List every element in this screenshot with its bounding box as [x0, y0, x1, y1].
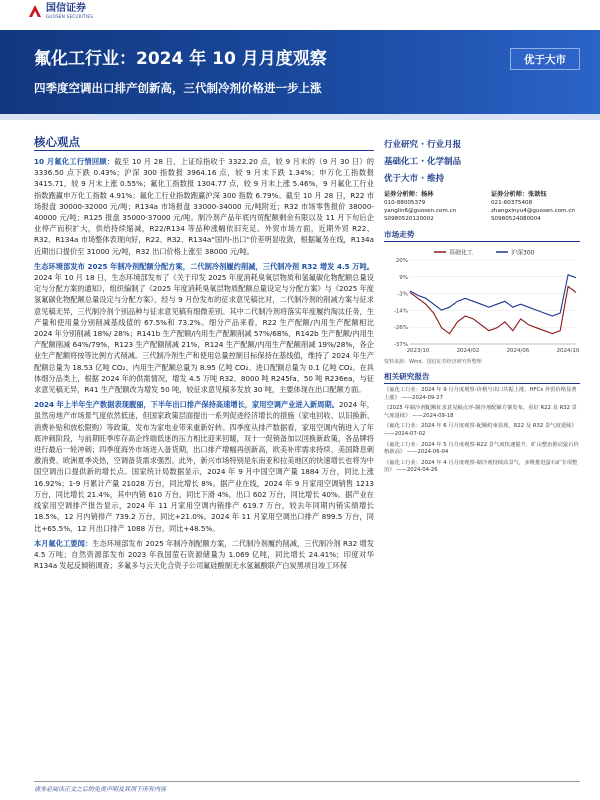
body-review: 截至 10 月 28 日，上证综指收于 3322.20 点，较 9 月末的（9 月 30 日）的 3336.50 点下跌 0.43%；沪深 300 指数报 3964.16 点，较 9 月末下跌 1.34%；申万化工指数报 3415.71，较 9 月末上涨 0.55%；氟化工指数报 1304.77 点，较 9 月末上涨 5.46%，9 月氟化工行业指数跑赢申万化工指数 4.91%；氟化工行业指数跑赢沪深 300 指数 6.79%。截至 10 月 28 日，R22 市场报盘 30000-32000 元/吨；R134a 市场报盘 33000-34000 元/吨附近；R32 市场零售报价 38000-40000 元/吨；R125 报盘 35000-37000 元/吨。制冷剂产品年底内贸配额剩余有限以及 11 月下旬后企业停产而积扩大，供给持续缩减，R22/R134 等品种涨幅依旧充足。外贸市场方面，近期外贸 R22、R32、R134a 市场整体表现向好，R22、R32、R134a“国内-出口”价差明显收敛，根据氟务在线，R134a 近期出口提价至 31000 元/吨，R32 出口价格上涨至 38000 元/吨。 [34, 157, 374, 256]
chart-section-title: 市场走势 [384, 229, 580, 242]
lead-news: 本月氟化工要闻： [34, 538, 93, 548]
lead-review: 10 月氟化工行情回顾： [34, 157, 115, 166]
x-tick-label: 2024/10 [556, 348, 580, 354]
x-tick-label: 2024/02 [456, 348, 480, 354]
core-divider [34, 150, 374, 151]
related-item[interactable]: 《2025 年制冷剂配额征求意见稿点评-制冷剂配额方案发布，看好 R22 及 R32 景气度延续》 ——2024-09-18 [384, 405, 577, 419]
y-tick-label: -26% [393, 325, 408, 332]
analyst-email[interactable]: zhangxinyu4@guosen.com.cn [491, 208, 575, 214]
analyst-phone: 021-60375408 [491, 200, 533, 206]
main-body [34, 156, 374, 575]
x-tick-label: 2023/10 [406, 348, 430, 354]
core-heading: 核心观点 [34, 135, 80, 149]
y-tick-label: 20% [395, 258, 408, 264]
report-category: 行业研究 · 行业月报 [384, 140, 462, 150]
y-tick-label: -3% [397, 291, 408, 298]
body-aircon: 2024 年，虽然房地产市场景气度依然低迷，但国家政策层面提出一系列促进经济增长的措施（家电回收、以旧换新、消费补贴和放松限购）等政策，发布为家电业带来重新好转。四季度从排产数据看，家用空调内销进入了年底冲刺阶段，与前期旺季库存高企终端低迷的压力相比迎来回暖，双十一促销备加以回换新政策，各品牌将进行最后一轮冲刺；四季度海外市场进入备货期，出口排产增幅再创新高，欧美补库需求持续、美国降息刺激消费、欧洲夏季炎热，空调备货需求强烈。此外，新兴市场特别是东南亚和拉美地区的快速增长也将为中国空调出口提供新的增长点。国家统计局数据显示，2024 年 9 月中国空调产量 1884 万台，同比上涨 16.92%；1-9 月累计产量 21028 万台，同比增长 8%。据产业在线，2024 年 9 月家用空调销售 1213 万台，同比增长 21.4%，其中内销 610 万台，同比下滑 4%，出口 602 万台，同比增长 40%。据产业在线家用空调排产报告显示，2024 年 11 月家用空调内销排产 619.7 万台，较去年同期内销实绩增长 18.5%，12 月内销排产 739.2 万台，同比+21.0%。2024 年 11 月家用空调出口排产 899.5 万台，同比+65.5%，12 月出口排产 1088 万台，同比+48.5%。 [34, 400, 374, 533]
analyst-card [384, 191, 473, 223]
body-quota: 2024 年 10 月 18 日，生态环境部发布了《关于印发 2025 年度消耗臭氧层物质和氢氟碳化物配额总量设定与分配方案的通知》，组织编制了《2025 年度消耗臭氧层物质配额总量设定与分配方案》与《2025 年度氢氟碳化物配额总量设定与分配方案》，经与 9 月份发布的征求意见稿比对，二代制冷剂的削减方案与征求意见稿无异，三代制冷剂个别品种与征求意见稿有细微差别。其中二代制冷剂将落实年度履约淘汰任务，生产量和使用量分别削减基线值的 67.5%和 73.2%。细分产品来看，R22 生产配额/内用生产配额相比 2024 年分别削减 18%/ 28%；R141b 生产配额/内用生产配额削减 57%/68%，R142b 生产配额/内用生产配额削减 64%/79%，R123 生产配额削减 21%，R124 生产配额/内用生产配额削减 19%/28%，各企业生产配额将按等比例方式削减。三代制冷剂生产和使用总量控制目标保持在基线值，维持了 2024 年生产配额总量为 18.53 亿吨 CO₂、内用生产配额总量为 8.95 亿吨 CO₂、进口配额总量为 0.1 亿吨 CO₂。在具体细分品类上，根据 2024 年的供需情况，增发 4.5 万吨 R32、8000 吨 R245fa、50 吨 R236ea，与征求意见稿无异，R41 生产配额改为增发 50 吨，较征求意见稿多发放 30 吨，主要体现在出口配额方面。 [34, 273, 374, 395]
related-item[interactable]: 《氟化工行业：2024 年 6 月月度观察-配额约束显现，R22 及 R32 景气度延续》 ——2024-07-02 [384, 423, 577, 437]
paragraph-aircon [34, 399, 374, 533]
body-news: 生态环境部发布 2025 年制冷剂配额方案，二代制冷剂履约削减，三代制冷剂 R32 增发 4.5 万吨；自然资源部发布 2023 年我国萤石资源储量为 1.069 亿吨，同比增长 24.41%；印度对华 R134a 发起反倾销调查；多氟多与云天化合资子公司氟硅酸制无水氢氟酸联产白炭黑项目竣工环保 [34, 538, 374, 571]
series-line-1 [410, 275, 576, 316]
x-tick-label: 2024/06 [506, 348, 530, 354]
report-subtitle: 四季度空调出口排产创新高，三代制冷剂价格进一步上涨 [34, 81, 322, 95]
paragraph-news [34, 538, 374, 572]
analyst-email[interactable]: yanglin6@guosen.com.cn [384, 208, 457, 214]
related-item[interactable]: 《氟化工行业：2024 年 9 月月度观察-价格与出口共振上涨，HFCs 外贸价格显著上涨》 ——2024-09-27 [384, 387, 577, 401]
y-tick-label: 9% [399, 274, 408, 281]
footer-disclaimer: 请务必阅读正文之后的免责声明及其项下所有内容 [34, 786, 167, 793]
legend-label: 沪深300 [511, 249, 535, 257]
brand-logo [28, 2, 93, 20]
logo-subtext: GUOSEN SECURITIES [46, 13, 94, 19]
sidebar [384, 138, 580, 475]
footer-divider [34, 781, 580, 782]
banner-stripe [0, 114, 600, 120]
lead-aircon: 2024 年上半年生产数据表现靓丽，下半年出口排产保持高速增长，家用空调产业进入新周期。 [34, 400, 339, 410]
title-banner [0, 30, 600, 114]
analyst-name: 证券分析师：杨林 [384, 191, 434, 198]
rating-badge: 优于大市 [510, 48, 580, 70]
analyst-cert: S0980524080004 [491, 216, 541, 222]
market-trend-chart [384, 246, 580, 356]
y-tick-label: -37% [393, 342, 408, 348]
paragraph-review [34, 156, 374, 257]
chart-source: 资料来源：Wind、国信证券经济研究所整理 [384, 359, 482, 365]
guosen-logo-icon [28, 4, 42, 18]
report-title: 氟化工行业：2024 年 10 月月度观察 [34, 49, 327, 69]
related-item[interactable]: 《氟化工行业：2024 年 5 月月度观察-R22 景气度快速提升，矿山整治推动萤石价格新高》 ——2024-06-04 [384, 441, 579, 456]
legend-label: 基础化工 [449, 249, 474, 257]
investment-rating: 优于大市 · 维持 [384, 174, 445, 184]
paragraph-quota [34, 261, 374, 395]
analyst-cert: S0980520120002 [384, 216, 434, 222]
analyst-card [491, 191, 580, 223]
chart-svg [384, 246, 580, 356]
analyst-list [384, 191, 580, 223]
industry-category: 基础化工 · 化学制品 [384, 157, 462, 167]
related-item[interactable]: 《氟化工行业：2024 年 4 月月度观察-制冷剂持续高景气，多维推进萤石矿专项整治》 ——2024-04-26 [384, 459, 578, 474]
lead-quota: 生态环境部发布 2025 年制冷剂配额分配方案，二代制冷剂履约削减，三代制冷剂 R32 增发 4.5 万吨。 [34, 261, 374, 271]
y-tick-label: -14% [393, 308, 408, 315]
related-section-title: 相关研究报告 [384, 371, 580, 384]
logo-text: 国信证券 [46, 2, 86, 14]
analyst-phone: 010-88005379 [384, 200, 426, 206]
analyst-name: 证券分析师：张歆钰 [491, 191, 547, 198]
related-list [384, 387, 580, 475]
